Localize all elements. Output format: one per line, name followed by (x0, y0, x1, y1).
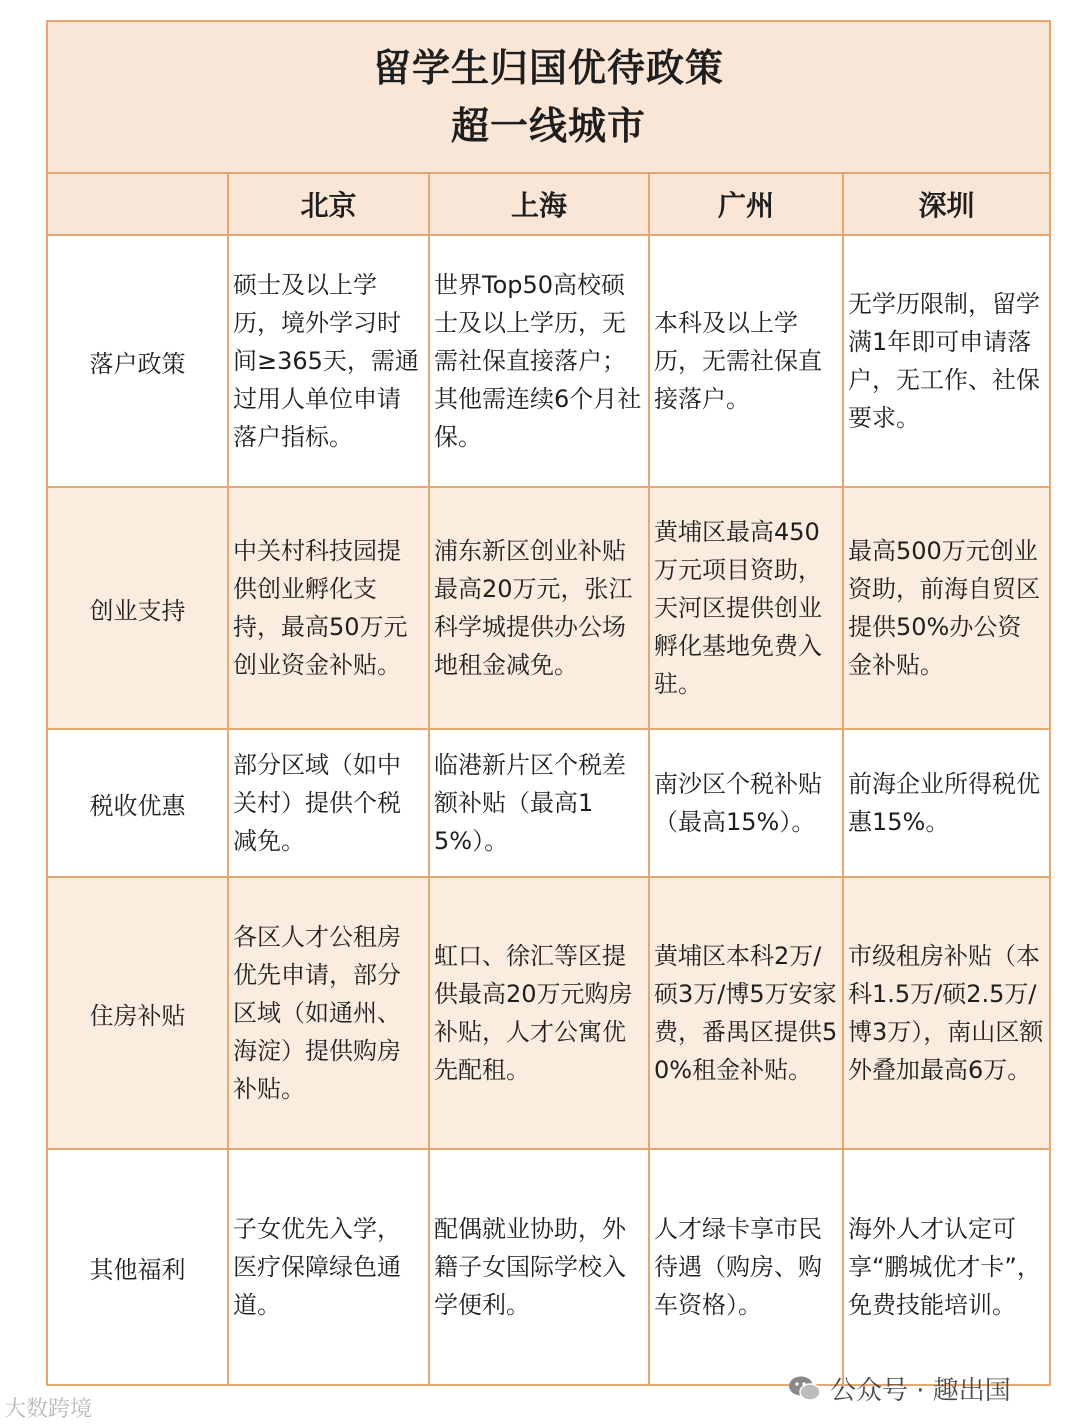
watermark-right-text: 公众号 · 趣出国 (830, 1376, 1011, 1406)
table-cell: 世界Top50高校硕士及以上学历，无需社保直接落户；其他需连续6个月社保。 (429, 235, 649, 487)
table-cell: 临港新片区个税差额补贴（最高15%）。 (429, 729, 649, 877)
table-row (47, 487, 1050, 729)
title-line-2: 超一线城市 (451, 104, 647, 148)
table-cell: 前海企业所得税优惠15%。 (843, 729, 1050, 877)
table-cell: 浦东新区创业补贴最高20万元，张江科学城提供办公场地租金减免。 (429, 487, 649, 729)
row-label: 住房补贴 (47, 877, 228, 1149)
table-cell: 子女优先入学，医疗保障绿色通道。 (228, 1149, 429, 1385)
title-line-1: 留学生归国优待政策 (373, 46, 725, 90)
table-row (47, 877, 1050, 1149)
table-cell: 南沙区个税补贴（最高15%）。 (649, 729, 843, 877)
table-row (47, 1149, 1050, 1385)
table-cell: 人才绿卡享市民待遇（购房、购车资格）。 (649, 1149, 843, 1385)
wechat-icon (788, 1375, 822, 1403)
table-cell: 虹口、徐汇等区提供最高20万元购房补贴，人才公寓优先配租。 (429, 877, 649, 1149)
column-header: 北京 (228, 173, 429, 235)
corner-cell (47, 173, 228, 235)
row-label: 其他福利 (47, 1149, 228, 1385)
table-cell: 中关村科技园提供创业孵化支持，最高50万元创业资金补贴。 (228, 487, 429, 729)
table-title (47, 21, 1050, 173)
table-cell: 硕士及以上学历，境外学习时间≥365天，需通过用人单位申请落户指标。 (228, 235, 429, 487)
table-cell: 各区人才公租房优先申请，部分区域（如通州、海淀）提供购房补贴。 (228, 877, 429, 1149)
column-header: 上海 (429, 173, 649, 235)
row-label: 税收优惠 (47, 729, 228, 877)
table-cell: 最高500万元创业资助，前海自贸区提供50%办公资金补贴。 (843, 487, 1050, 729)
policy-table (46, 20, 1051, 1386)
table-cell: 黄埔区最高450万元项目资助，天河区提供创业孵化基地免费入驻。 (649, 487, 843, 729)
watermark-left (4, 1392, 92, 1423)
watermark-right (788, 1370, 1011, 1407)
table-cell: 无学历限制，留学满1年即可申请落户，无工作、社保要求。 (843, 235, 1050, 487)
watermark-left-text: 大数跨境 (4, 1397, 93, 1422)
table-row (47, 729, 1050, 877)
table-cell: 配偶就业协助，外籍子女国际学校入学便利。 (429, 1149, 649, 1385)
column-header: 广州 (649, 173, 843, 235)
table-cell: 部分区域（如中关村）提供个税减免。 (228, 729, 429, 877)
table-cell: 海外人才认定可享“鹏城优才卡”，免费技能培训。 (843, 1149, 1050, 1385)
table-cell: 黄埔区本科2万/硕3万/博5万安家费，番禺区提供50%租金补贴。 (649, 877, 843, 1149)
table-row (47, 235, 1050, 487)
row-label: 落户政策 (47, 235, 228, 487)
column-header: 深圳 (843, 173, 1050, 235)
table-cell: 本科及以上学历，无需社保直接落户。 (649, 235, 843, 487)
row-label: 创业支持 (47, 487, 228, 729)
table-cell: 市级租房补贴（本科1.5万/硕2.5万/博3万），南山区额外叠加最高6万。 (843, 877, 1050, 1149)
